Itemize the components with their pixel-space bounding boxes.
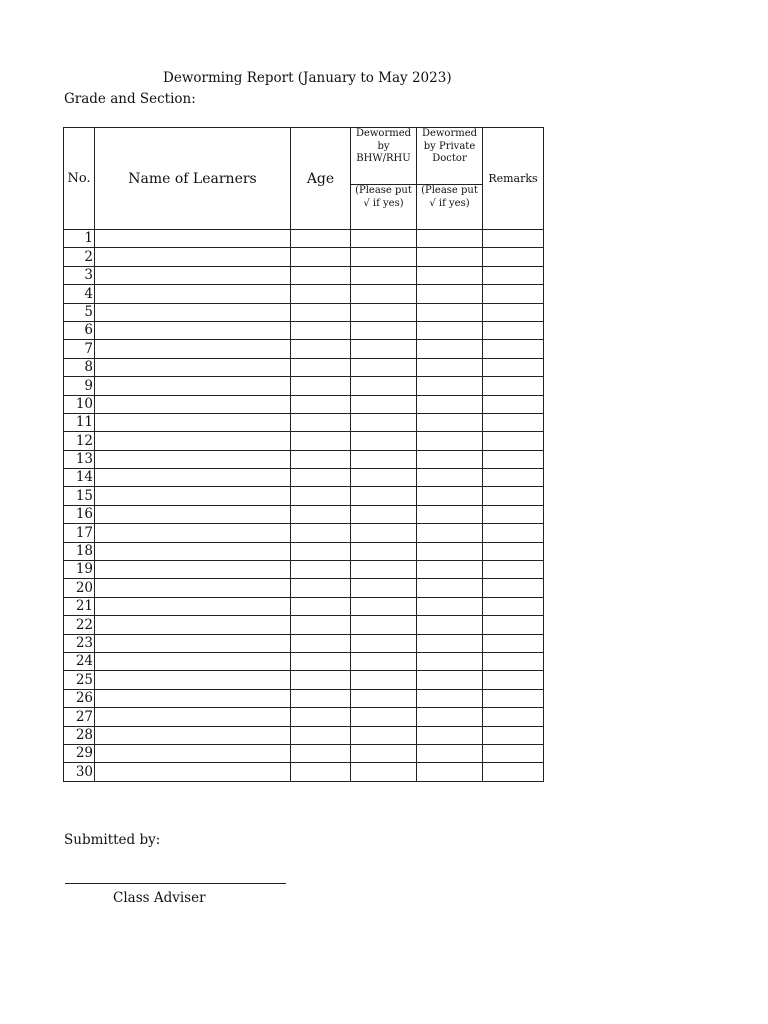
- remarks-cell[interactable]: [483, 689, 544, 707]
- private-doctor-cell[interactable]: [417, 689, 483, 707]
- age-cell[interactable]: [291, 708, 351, 726]
- signature-line[interactable]: [65, 883, 286, 884]
- name-cell[interactable]: [95, 634, 291, 652]
- row-number: 11: [64, 413, 95, 431]
- age-cell[interactable]: [291, 579, 351, 597]
- table-row: [64, 561, 544, 579]
- table-row: [64, 487, 544, 505]
- table-row: [64, 450, 544, 468]
- row-number: 8: [64, 358, 95, 376]
- name-cell[interactable]: [95, 671, 291, 689]
- bhw-rhu-cell[interactable]: [351, 652, 417, 670]
- row-number: 26: [64, 689, 95, 707]
- private-doctor-cell[interactable]: [417, 487, 483, 505]
- remarks-cell[interactable]: [483, 432, 544, 450]
- remarks-cell[interactable]: [483, 450, 544, 468]
- row-number: 16: [64, 505, 95, 523]
- age-cell[interactable]: [291, 505, 351, 523]
- remarks-cell[interactable]: [483, 487, 544, 505]
- age-cell[interactable]: [291, 616, 351, 634]
- table-header-row: [64, 128, 544, 185]
- age-cell[interactable]: [291, 377, 351, 395]
- header-no: No.: [64, 128, 95, 230]
- table-row: [64, 708, 544, 726]
- table-row: [64, 616, 544, 634]
- age-cell[interactable]: [291, 726, 351, 744]
- remarks-cell[interactable]: [483, 340, 544, 358]
- name-cell[interactable]: [95, 266, 291, 284]
- header-dewormed-bhw-rhu: Dewormed by BHW/RHU: [351, 128, 417, 185]
- bhw-rhu-cell[interactable]: [351, 579, 417, 597]
- remarks-cell[interactable]: [483, 708, 544, 726]
- row-number: 20: [64, 579, 95, 597]
- table-row: [64, 377, 544, 395]
- private-doctor-cell[interactable]: [417, 671, 483, 689]
- row-number: 5: [64, 303, 95, 321]
- private-doctor-cell[interactable]: [417, 579, 483, 597]
- bhw-rhu-cell[interactable]: [351, 671, 417, 689]
- name-cell[interactable]: [95, 340, 291, 358]
- age-cell[interactable]: [291, 285, 351, 303]
- private-doctor-cell[interactable]: [417, 248, 483, 266]
- bhw-rhu-cell[interactable]: [351, 561, 417, 579]
- header-private-note: (Please put √ if yes): [417, 185, 483, 230]
- remarks-cell[interactable]: [483, 744, 544, 762]
- header-age: Age: [291, 128, 351, 230]
- name-cell[interactable]: [95, 432, 291, 450]
- remarks-cell[interactable]: [483, 652, 544, 670]
- private-doctor-cell[interactable]: [417, 358, 483, 376]
- age-cell[interactable]: [291, 763, 351, 781]
- age-cell[interactable]: [291, 652, 351, 670]
- name-cell[interactable]: [95, 450, 291, 468]
- remarks-cell[interactable]: [483, 524, 544, 542]
- table-row: [64, 248, 544, 266]
- row-number: 25: [64, 671, 95, 689]
- age-cell[interactable]: [291, 744, 351, 762]
- remarks-cell[interactable]: [483, 763, 544, 781]
- bhw-rhu-cell[interactable]: [351, 413, 417, 431]
- remarks-cell[interactable]: [483, 303, 544, 321]
- table-row: [64, 266, 544, 284]
- remarks-cell[interactable]: [483, 248, 544, 266]
- row-number: 3: [64, 266, 95, 284]
- bhw-rhu-cell[interactable]: [351, 469, 417, 487]
- table-row: [64, 285, 544, 303]
- age-cell[interactable]: [291, 524, 351, 542]
- private-doctor-cell[interactable]: [417, 597, 483, 615]
- row-number: 10: [64, 395, 95, 413]
- bhw-rhu-cell[interactable]: [351, 248, 417, 266]
- table-row: [64, 652, 544, 670]
- bhw-rhu-cell[interactable]: [351, 266, 417, 284]
- private-doctor-cell[interactable]: [417, 652, 483, 670]
- private-doctor-cell[interactable]: [417, 340, 483, 358]
- age-cell[interactable]: [291, 340, 351, 358]
- private-doctor-cell[interactable]: [417, 432, 483, 450]
- remarks-cell[interactable]: [483, 230, 544, 248]
- private-doctor-cell[interactable]: [417, 542, 483, 560]
- private-doctor-cell[interactable]: [417, 413, 483, 431]
- private-doctor-cell[interactable]: [417, 266, 483, 284]
- deworming-table: [63, 127, 544, 782]
- bhw-rhu-cell[interactable]: [351, 340, 417, 358]
- name-cell[interactable]: [95, 561, 291, 579]
- name-cell[interactable]: [95, 652, 291, 670]
- bhw-rhu-cell[interactable]: [351, 303, 417, 321]
- header-remarks: Remarks: [483, 128, 544, 230]
- private-doctor-cell[interactable]: [417, 285, 483, 303]
- remarks-cell[interactable]: [483, 505, 544, 523]
- private-doctor-cell[interactable]: [417, 303, 483, 321]
- table-row: [64, 340, 544, 358]
- table-row: [64, 524, 544, 542]
- remarks-cell[interactable]: [483, 469, 544, 487]
- name-cell[interactable]: [95, 248, 291, 266]
- row-number: 21: [64, 597, 95, 615]
- name-cell[interactable]: [95, 487, 291, 505]
- table-row: [64, 303, 544, 321]
- private-doctor-cell[interactable]: [417, 230, 483, 248]
- row-number: 9: [64, 377, 95, 395]
- name-cell[interactable]: [95, 726, 291, 744]
- row-number: 18: [64, 542, 95, 560]
- bhw-rhu-cell[interactable]: [351, 432, 417, 450]
- age-cell[interactable]: [291, 303, 351, 321]
- name-cell[interactable]: [95, 524, 291, 542]
- table-row: [64, 763, 544, 781]
- row-number: 27: [64, 708, 95, 726]
- table-body: [64, 230, 544, 782]
- name-cell[interactable]: [95, 505, 291, 523]
- age-cell[interactable]: [291, 597, 351, 615]
- table-row: [64, 413, 544, 431]
- remarks-cell[interactable]: [483, 616, 544, 634]
- name-cell[interactable]: [95, 597, 291, 615]
- row-number: 4: [64, 285, 95, 303]
- remarks-cell[interactable]: [483, 634, 544, 652]
- row-number: 6: [64, 321, 95, 339]
- age-cell[interactable]: [291, 634, 351, 652]
- table-row: [64, 432, 544, 450]
- bhw-rhu-cell[interactable]: [351, 358, 417, 376]
- age-cell[interactable]: [291, 358, 351, 376]
- remarks-cell[interactable]: [483, 579, 544, 597]
- name-cell[interactable]: [95, 285, 291, 303]
- row-number: 2: [64, 248, 95, 266]
- remarks-cell[interactable]: [483, 726, 544, 744]
- bhw-rhu-cell[interactable]: [351, 597, 417, 615]
- bhw-rhu-cell[interactable]: [351, 230, 417, 248]
- name-cell[interactable]: [95, 763, 291, 781]
- bhw-rhu-cell[interactable]: [351, 524, 417, 542]
- remarks-cell[interactable]: [483, 597, 544, 615]
- row-number: 7: [64, 340, 95, 358]
- bhw-rhu-cell[interactable]: [351, 450, 417, 468]
- row-number: 15: [64, 487, 95, 505]
- remarks-cell[interactable]: [483, 561, 544, 579]
- remarks-cell[interactable]: [483, 285, 544, 303]
- table-row: [64, 321, 544, 339]
- bhw-rhu-cell[interactable]: [351, 763, 417, 781]
- bhw-rhu-cell[interactable]: [351, 726, 417, 744]
- age-cell[interactable]: [291, 450, 351, 468]
- age-cell[interactable]: [291, 432, 351, 450]
- table-row: [64, 395, 544, 413]
- table-row: [64, 505, 544, 523]
- bhw-rhu-cell[interactable]: [351, 505, 417, 523]
- private-doctor-cell[interactable]: [417, 634, 483, 652]
- name-cell[interactable]: [95, 321, 291, 339]
- bhw-rhu-cell[interactable]: [351, 708, 417, 726]
- private-doctor-cell[interactable]: [417, 321, 483, 339]
- age-cell[interactable]: [291, 671, 351, 689]
- row-number: 30: [64, 763, 95, 781]
- name-cell[interactable]: [95, 358, 291, 376]
- age-cell[interactable]: [291, 487, 351, 505]
- row-number: 19: [64, 561, 95, 579]
- name-cell[interactable]: [95, 579, 291, 597]
- report-title: Deworming Report (January to May 2023): [163, 70, 452, 86]
- bhw-rhu-cell[interactable]: [351, 285, 417, 303]
- row-number: 12: [64, 432, 95, 450]
- name-cell[interactable]: [95, 708, 291, 726]
- bhw-rhu-cell[interactable]: [351, 689, 417, 707]
- table-row: [64, 542, 544, 560]
- private-doctor-cell[interactable]: [417, 377, 483, 395]
- row-number: 28: [64, 726, 95, 744]
- table-row: [64, 469, 544, 487]
- row-number: 17: [64, 524, 95, 542]
- name-cell[interactable]: [95, 689, 291, 707]
- private-doctor-cell[interactable]: [417, 505, 483, 523]
- table-row: [64, 579, 544, 597]
- bhw-rhu-cell[interactable]: [351, 377, 417, 395]
- private-doctor-cell[interactable]: [417, 744, 483, 762]
- private-doctor-cell[interactable]: [417, 726, 483, 744]
- name-cell[interactable]: [95, 413, 291, 431]
- table-row: [64, 597, 544, 615]
- header-bhw-note: (Please put √ if yes): [351, 185, 417, 230]
- private-doctor-cell[interactable]: [417, 763, 483, 781]
- bhw-rhu-cell[interactable]: [351, 744, 417, 762]
- row-number: 29: [64, 744, 95, 762]
- age-cell[interactable]: [291, 266, 351, 284]
- private-doctor-cell[interactable]: [417, 561, 483, 579]
- remarks-cell[interactable]: [483, 377, 544, 395]
- age-cell[interactable]: [291, 469, 351, 487]
- name-cell[interactable]: [95, 303, 291, 321]
- private-doctor-cell[interactable]: [417, 524, 483, 542]
- header-dewormed-private-doctor: Dewormed by Private Doctor: [417, 128, 483, 185]
- bhw-rhu-cell[interactable]: [351, 395, 417, 413]
- name-cell[interactable]: [95, 469, 291, 487]
- remarks-cell[interactable]: [483, 266, 544, 284]
- remarks-cell[interactable]: [483, 358, 544, 376]
- row-number: 1: [64, 230, 95, 248]
- age-cell[interactable]: [291, 321, 351, 339]
- row-number: 13: [64, 450, 95, 468]
- bhw-rhu-cell[interactable]: [351, 542, 417, 560]
- table-row: [64, 230, 544, 248]
- table-row: [64, 689, 544, 707]
- remarks-cell[interactable]: [483, 413, 544, 431]
- age-cell[interactable]: [291, 230, 351, 248]
- private-doctor-cell[interactable]: [417, 708, 483, 726]
- remarks-cell[interactable]: [483, 395, 544, 413]
- private-doctor-cell[interactable]: [417, 395, 483, 413]
- age-cell[interactable]: [291, 689, 351, 707]
- bhw-rhu-cell[interactable]: [351, 616, 417, 634]
- bhw-rhu-cell[interactable]: [351, 634, 417, 652]
- table-row: [64, 744, 544, 762]
- table-row: [64, 726, 544, 744]
- age-cell[interactable]: [291, 542, 351, 560]
- remarks-cell[interactable]: [483, 542, 544, 560]
- row-number: 22: [64, 616, 95, 634]
- bhw-rhu-cell[interactable]: [351, 321, 417, 339]
- submitted-by-label: Submitted by:: [64, 832, 161, 848]
- row-number: 23: [64, 634, 95, 652]
- table-row: [64, 358, 544, 376]
- bhw-rhu-cell[interactable]: [351, 487, 417, 505]
- age-cell[interactable]: [291, 561, 351, 579]
- row-number: 14: [64, 469, 95, 487]
- age-cell[interactable]: [291, 248, 351, 266]
- row-number: 24: [64, 652, 95, 670]
- remarks-cell[interactable]: [483, 671, 544, 689]
- class-adviser-label: Class Adviser: [113, 890, 206, 906]
- remarks-cell[interactable]: [483, 321, 544, 339]
- name-cell[interactable]: [95, 395, 291, 413]
- grade-section-label: Grade and Section:: [64, 91, 196, 107]
- private-doctor-cell[interactable]: [417, 450, 483, 468]
- private-doctor-cell[interactable]: [417, 616, 483, 634]
- age-cell[interactable]: [291, 395, 351, 413]
- name-cell[interactable]: [95, 616, 291, 634]
- header-name-of-learners: Name of Learners: [95, 128, 291, 230]
- table-row: [64, 634, 544, 652]
- name-cell[interactable]: [95, 377, 291, 395]
- table-row: [64, 671, 544, 689]
- private-doctor-cell[interactable]: [417, 469, 483, 487]
- name-cell[interactable]: [95, 744, 291, 762]
- name-cell[interactable]: [95, 230, 291, 248]
- age-cell[interactable]: [291, 413, 351, 431]
- name-cell[interactable]: [95, 542, 291, 560]
